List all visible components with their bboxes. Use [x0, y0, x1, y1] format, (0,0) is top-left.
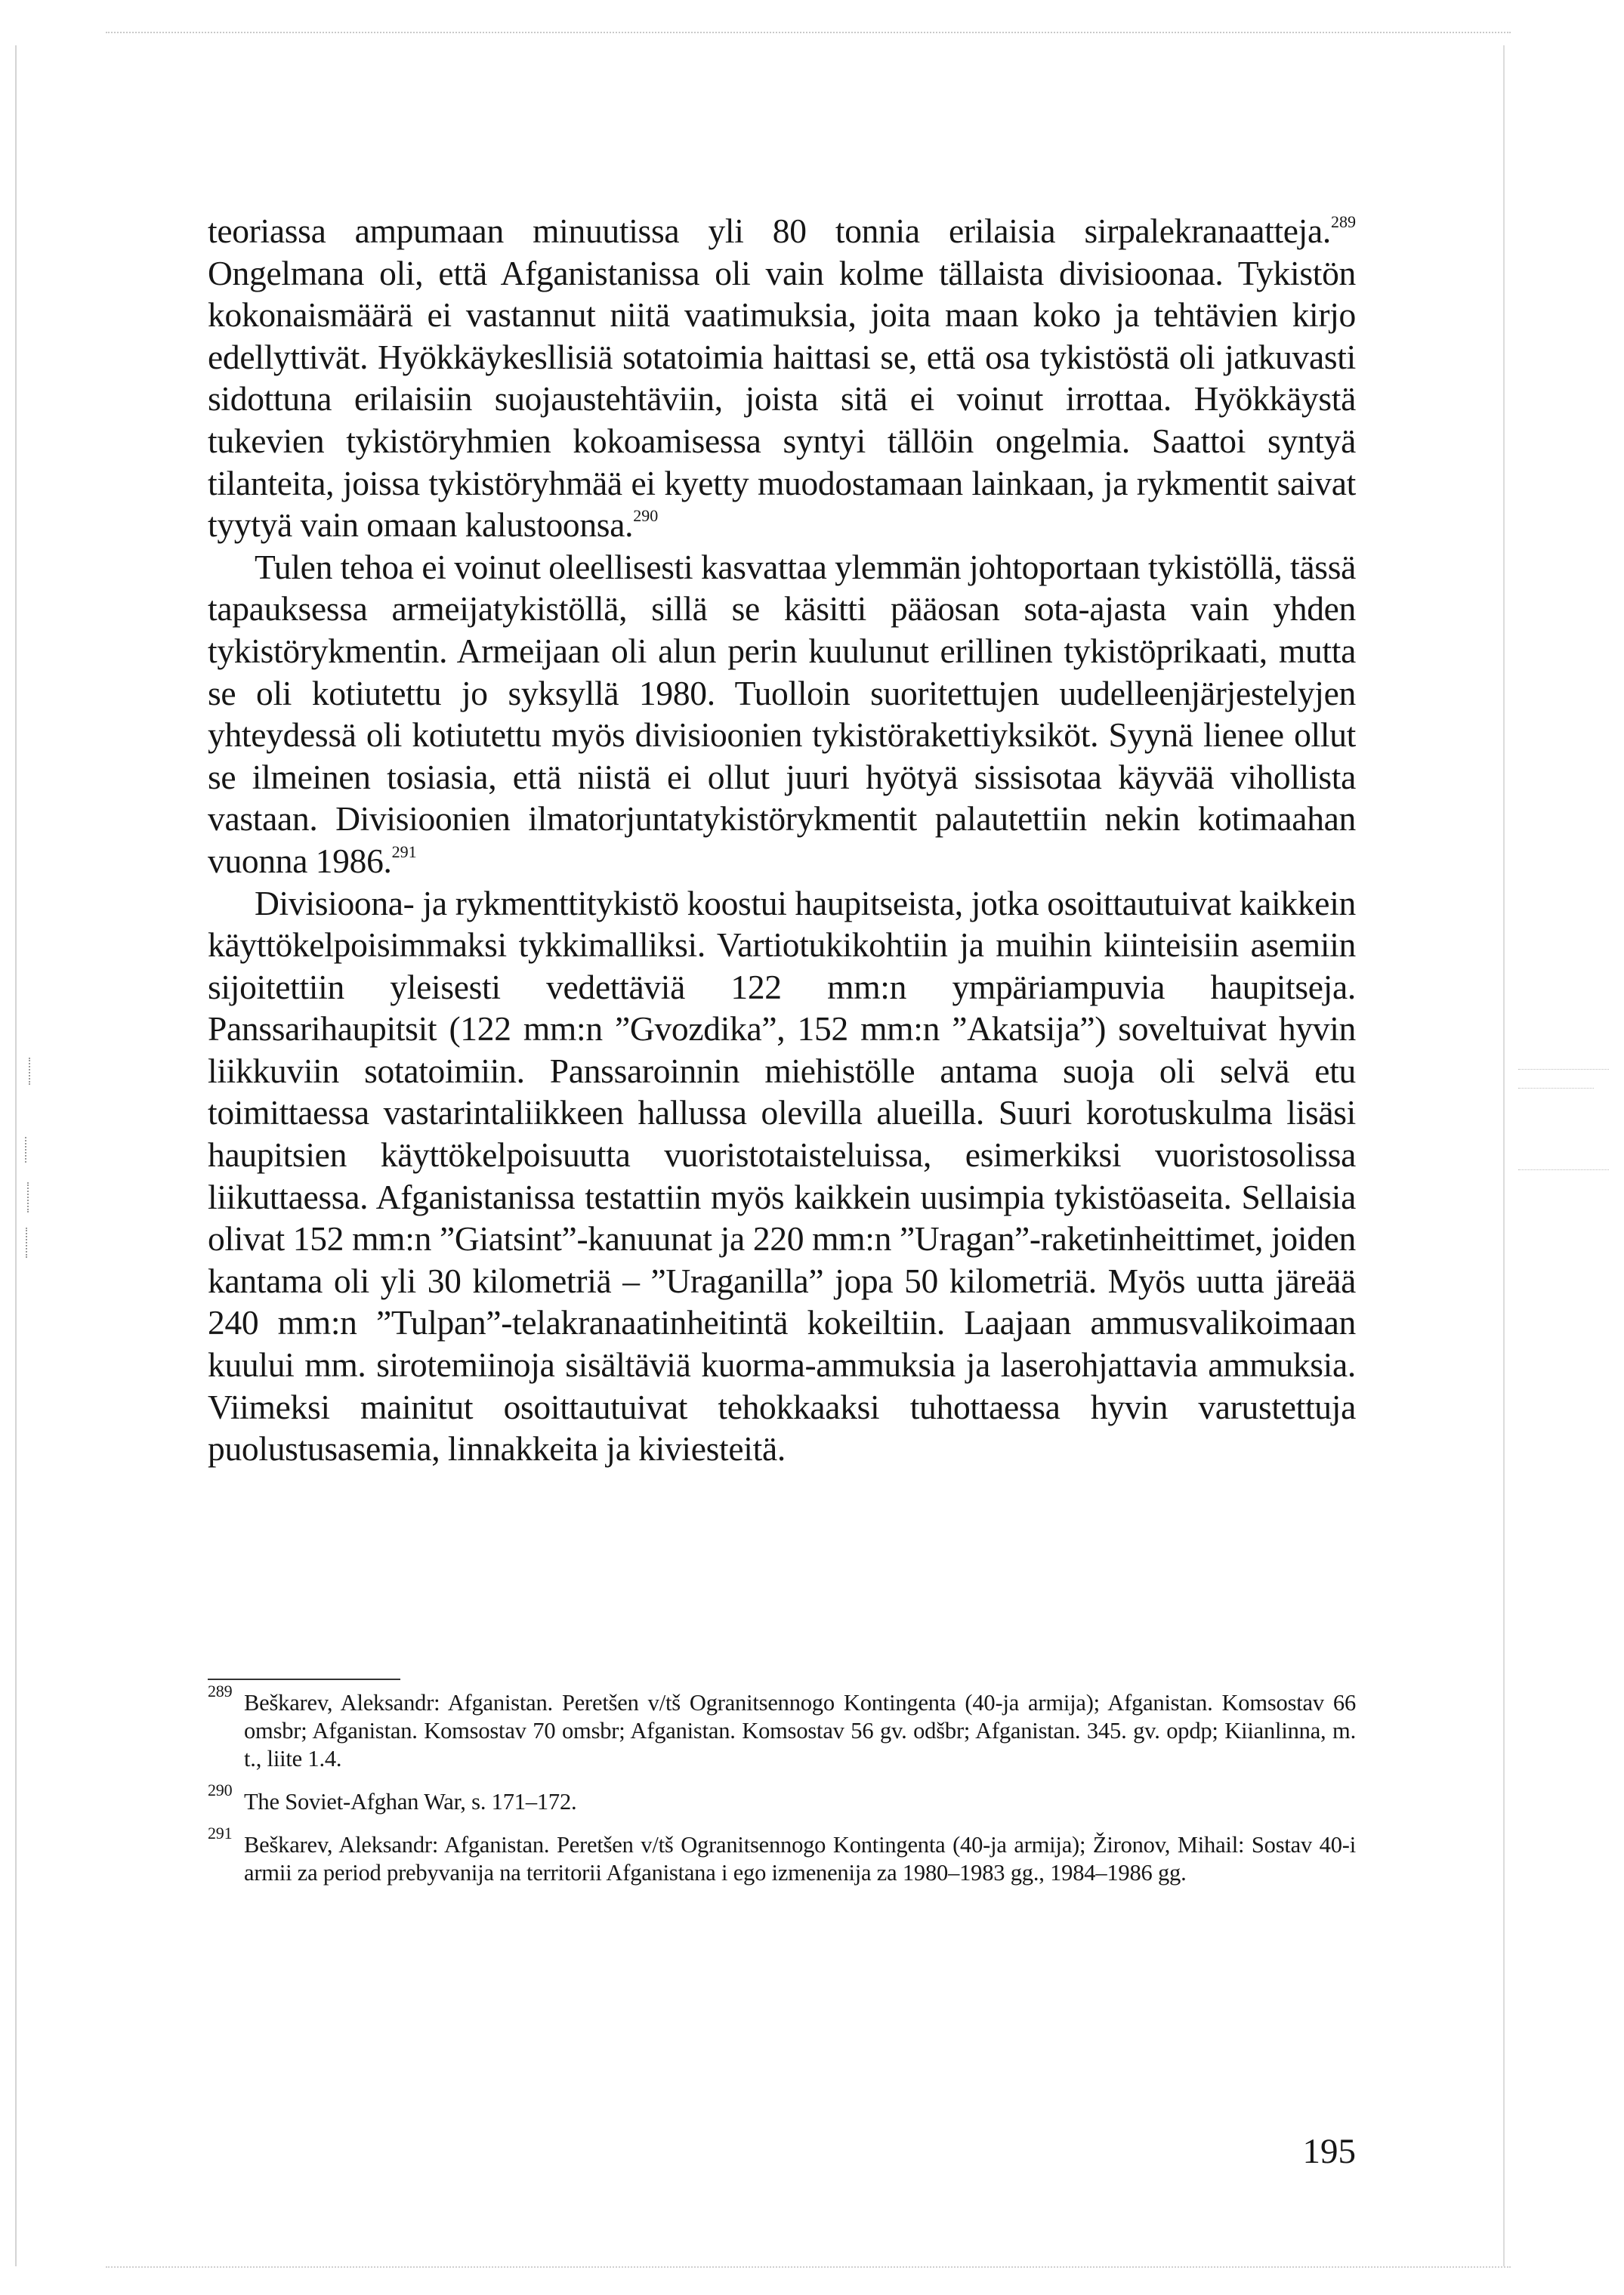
scan-speck [1518, 1169, 1609, 1170]
paragraph-text: Divisioona- ja rykmenttitykistö koostui haupitseista, jotka osoittautuivat kaikkein käyttökelpoisimmaksi tykkimalliksi. Vartiotukikohtiin ja muihin kiinteisiin asemiin sijoitettiin yleisesti vedettäviä 122 mm:n ympäriampuvia haupitseja. Panssarihaupitsit (122 mm:n ”Gvozdika”, 152 mm:n ”Akatsija”) soveltuivat hyvin liikkuviin sotatoimiin. Panssaroinnin miehistölle antama suoja oli selvä etu toimittaessa vastarintaliikkeen hallussa olevilla alueilla. Suuri korotuskulma lisäsi haupitsien käyttökelpoisuutta vuoristotaisteluissa, esimerkiksi vuoristosolissa liikuttaessa. Afganistanissa testattiin myös kaikkein uusimpia tykistöaseita. Sellaisia olivat 152 mm:n ”Giatsint”-kanuunat ja 220 mm:n ”Uragan”-raketinheittimet, joiden kantama oli yli 30 kilometriä – ”Uraganilla” jopa 50 kilometriä. Myös uutta järeää 240 mm:n ”Tulpan”-telakranaatinheitintä kokeiltiin. Laajaan ammusvalikoimaan kuului mm. sirotemiinoja sisältäviä kuorma-ammuksia ja laserohjattavia ammuksia. Viimeksi mainitut osoittautuivat tehokkaaksi tuhottaessa hyvin varustettuja puolustusasemia, linnakkeita ja kiviesteitä. [208, 883, 1356, 1469]
body-paragraph [208, 546, 1356, 882]
scan-speck [29, 1058, 30, 1085]
footnote-reference: 289 [1331, 212, 1356, 232]
footnote-text: Beškarev, Aleksandr: Afganistan. Peretšen v/tš Ogranitsennogo Kontingenta (40-ja armija); Afganistan. Komsostav 66 omsbr; Afganistan. Komsostav 70 omsbr; Afganistan. Komsostav 56 gv. odšbr; Afganistan. 345. gv. opdp; Kiianlinna, m. t., liite 1.4. [244, 1690, 1356, 1771]
body-paragraph [208, 210, 1356, 546]
footnote-number: 291 [208, 1824, 233, 1842]
footnote-separator [208, 1679, 400, 1680]
scan-speck [1518, 1088, 1594, 1089]
body-paragraph [208, 882, 1356, 1470]
footnote-text: The Soviet-Afghan War, s. 171–172. [244, 1789, 577, 1815]
footnote-number: 290 [208, 1781, 233, 1799]
scan-speck [26, 1228, 27, 1258]
footnote [208, 1682, 1356, 1773]
footnote-number: 289 [208, 1682, 233, 1700]
scan-speck [1518, 1069, 1609, 1070]
footnote [208, 1824, 1356, 1887]
page-number: 195 [1302, 2132, 1356, 2171]
body-text [208, 210, 1356, 1470]
paragraph-text: Tulen tehoa ei voinut oleellisesti kasvattaa ylemmän johtoportaan tykistöllä, tässä tapauksessa armeijatykistöllä, sillä se käsitti pääosan sota-ajasta vain yhden tykistörykmentin. Armeijaan oli alun perin kuulunut erillinen tykistöprikaati, mutta se oli kotiutettu jo syksyllä 1980. Tuolloin suoritettujen uudelleenjärjestelyjen yhteydessä oli kotiutettu myös divisioonien tykistörakettiyksiköt. Syynä lienee ollut se ilmeinen tosiasia, että niistä ei ollut juuri hyötyä sissisotaa käyvää vihollista vastaan. Divisioonien ilmatorjuntatykistörykmentit palautettiin nekin kotimaahan vuonna 1986. [208, 547, 1356, 880]
footnote-text: Beškarev, Aleksandr: Afganistan. Peretšen v/tš Ogranitsennogo Kontingenta (40-ja armija); Žironov, Mihail: Sostav 40-i armii za period prebyvanija na territorii Afganistana i ego izmenenija za 1980–1983 gg., 1984–1986 gg. [244, 1832, 1356, 1886]
scan-edge-top [106, 32, 1511, 33]
footnotes [208, 1682, 1356, 1902]
scan-edge-bottom [106, 2266, 1511, 2268]
footnote-reference: 290 [633, 506, 659, 526]
footnote [208, 1781, 1356, 1816]
paragraph-text: Ongelmana oli, että Afganistanissa oli vain kolme tällaista divisioonaa. Tykistön kokonaismäärä ei vastannut niitä vaatimuksia, joita maan koko ja tehtävien kirjo edellyttivät. Hyökkäykesllisiä sotatoimia haittasi se, että osa tykistöstä oli jatkuvasti sidottuna erilaisiin suojaustehtäviin, joista sitä ei voinut irrottaa. Hyökkäystä tukevien tykistöryhmien kokoamisessa syntyi tällöin ongelmia. Saattoi syntyä tilanteita, joissa tykistöryhmää ei kyetty muodostamaan lainkaan, ja rykmentit saivat tyytyä vain omaan kalustoonsa. [208, 253, 1356, 545]
scan-speck [25, 1137, 26, 1163]
footnote-reference: 291 [391, 842, 417, 862]
scan-speck [27, 1182, 29, 1212]
scan-edge-right [1503, 45, 1505, 2266]
scan-edge-left [15, 45, 17, 2266]
paragraph-text: teoriassa ampumaan minuutissa yli 80 tonnia erilaisia sirpalekranaatteja. [208, 212, 1331, 250]
